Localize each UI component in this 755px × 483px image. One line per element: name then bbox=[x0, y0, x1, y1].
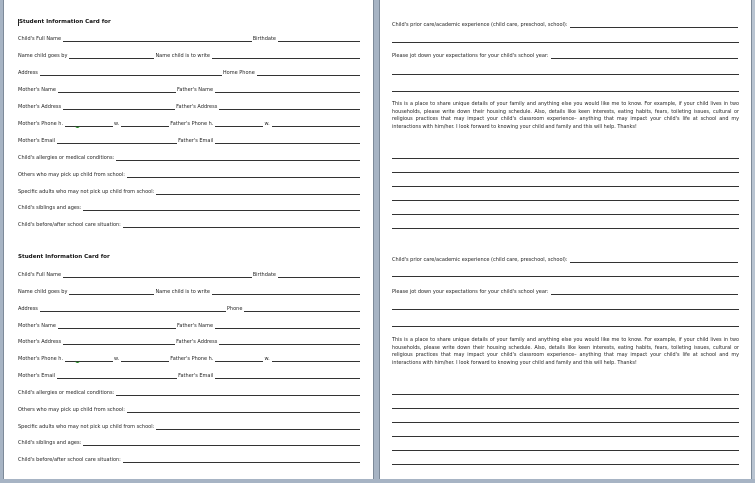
no-pickup-field[interactable] bbox=[156, 423, 360, 430]
mother-email-field[interactable] bbox=[57, 137, 177, 144]
prior-care-field[interactable] bbox=[570, 21, 738, 28]
row-parent-addresses: Mother's Address Father's Address bbox=[18, 336, 361, 345]
card-title: Student Information Card for bbox=[18, 254, 110, 260]
goes-by-field[interactable] bbox=[69, 52, 154, 59]
row-prior-care: Child's prior care/academic experience (child care, preschool, school): bbox=[392, 19, 739, 28]
care-field[interactable] bbox=[123, 456, 360, 463]
phone-field[interactable] bbox=[244, 305, 360, 312]
answer-line[interactable] bbox=[392, 464, 739, 465]
answer-line[interactable] bbox=[392, 200, 739, 201]
expectations-field[interactable] bbox=[551, 288, 738, 295]
to-write-field[interactable] bbox=[212, 52, 360, 59]
mother-home-phone-field[interactable] bbox=[65, 355, 113, 362]
row-parent-names: Mother's Name Father's Name bbox=[18, 84, 361, 93]
father-home-phone-field[interactable] bbox=[215, 355, 263, 362]
pickup-field[interactable] bbox=[127, 406, 360, 413]
answer-line[interactable] bbox=[392, 228, 739, 229]
answer-line[interactable] bbox=[392, 158, 739, 159]
row-allergies: Child's allergies or medical conditions: bbox=[18, 152, 361, 161]
no-pickup-field[interactable] bbox=[156, 188, 360, 195]
full-name-field[interactable] bbox=[63, 271, 252, 278]
card-title: Student Information Card for bbox=[19, 19, 111, 25]
answer-line[interactable] bbox=[392, 326, 739, 327]
answer-line[interactable] bbox=[392, 74, 739, 75]
spellcheck-mark bbox=[75, 360, 80, 363]
full-name-field[interactable] bbox=[63, 35, 252, 42]
answer-line[interactable] bbox=[392, 91, 739, 92]
mother-email-field[interactable] bbox=[57, 372, 177, 379]
row-parent-emails: Mother's Email Father's Email bbox=[18, 135, 361, 144]
row-siblings: Child's siblings and ages: bbox=[18, 202, 361, 211]
row-pickup: Others who may pick up child from school: bbox=[18, 404, 361, 413]
share-paragraph: This is a place to share unique details of your family and anything else you would like me to know. For example, if your child lives in two households, please write down their housing schedule. Also, details like keen interests, eating habits, fears, toileting issues, cultural or religious practices that may impact your child's classroom experience– anything that may impact your child's life at school and my interactions with him/her. I look forward to knowing your child and family and this will help. Thanks! bbox=[392, 101, 739, 130]
father-address-field[interactable] bbox=[219, 338, 360, 345]
window-bottom-edge bbox=[0, 479, 755, 483]
row-parent-addresses: Mother's Address Father's Address bbox=[18, 101, 361, 110]
mother-address-field[interactable] bbox=[63, 103, 175, 110]
mother-home-phone-field[interactable] bbox=[65, 120, 113, 127]
row-address: Address Home Phone bbox=[18, 67, 361, 76]
address-field[interactable] bbox=[40, 69, 222, 76]
row-care: Child's before/after school care situation: bbox=[18, 219, 361, 228]
row-siblings: Child's siblings and ages: bbox=[18, 437, 361, 446]
row-no-pickup: Specific adults who may not pick up child from school: bbox=[18, 421, 361, 430]
birthdate-field[interactable] bbox=[278, 271, 360, 278]
row-address: Address Phone bbox=[18, 303, 361, 312]
answer-line[interactable] bbox=[392, 450, 739, 451]
siblings-field[interactable] bbox=[83, 204, 360, 211]
allergies-field[interactable] bbox=[116, 389, 360, 396]
spellcheck-mark bbox=[75, 125, 80, 128]
expectations-field[interactable] bbox=[551, 52, 738, 59]
row-goes-by: Name child goes by Name child is to write bbox=[18, 50, 361, 59]
share-paragraph: This is a place to share unique details of your family and anything else you would like me to know. For example, if your child lives in two households, please write down their housing schedule. Also, details like keen interests, eating habits, fears, toileting issues, cultural or religious practices that may impact your child's classroom experience– anything that may impact your child's life at school and my interactions with him/her. I look forward to knowing your child and family and this will help. Thanks! bbox=[392, 337, 739, 366]
document-page-right bbox=[380, 0, 751, 479]
mother-address-field[interactable] bbox=[63, 338, 175, 345]
father-work-phone-field[interactable] bbox=[272, 120, 360, 127]
prior-care-field[interactable] bbox=[570, 256, 738, 263]
row-care: Child's before/after school care situation: bbox=[18, 454, 361, 463]
row-prior-care: Child's prior care/academic experience (child care, preschool, school): bbox=[392, 254, 739, 263]
row-no-pickup: Specific adults who may not pick up child from school: bbox=[18, 186, 361, 195]
goes-by-field[interactable] bbox=[69, 288, 154, 295]
row-full-name: Child's Full Name Birthdate bbox=[18, 269, 361, 278]
birthdate-field[interactable] bbox=[278, 35, 360, 42]
care-field[interactable] bbox=[123, 221, 360, 228]
allergies-field[interactable] bbox=[116, 154, 360, 161]
answer-line[interactable] bbox=[392, 214, 739, 215]
mother-work-phone-field[interactable] bbox=[121, 355, 169, 362]
window-scrollbar[interactable] bbox=[751, 0, 755, 483]
mother-name-field[interactable] bbox=[58, 86, 176, 93]
home-phone-field[interactable] bbox=[257, 69, 360, 76]
answer-line[interactable] bbox=[392, 394, 739, 395]
row-goes-by: Name child goes by Name child is to write bbox=[18, 286, 361, 295]
address-field[interactable] bbox=[40, 305, 226, 312]
row-expectations: Please jot down your expectations for your child's school year: bbox=[392, 286, 739, 295]
father-name-field[interactable] bbox=[215, 86, 360, 93]
row-pickup: Others who may pick up child from school: bbox=[18, 169, 361, 178]
document-page-left bbox=[4, 0, 373, 479]
row-full-name: Child's Full Name Birthdate bbox=[18, 33, 361, 42]
father-address-field[interactable] bbox=[219, 103, 360, 110]
row-parent-names: Mother's Name Father's Name bbox=[18, 320, 361, 329]
mother-work-phone-field[interactable] bbox=[121, 120, 169, 127]
answer-line[interactable] bbox=[392, 422, 739, 423]
to-write-field[interactable] bbox=[212, 288, 360, 295]
answer-line[interactable] bbox=[392, 186, 739, 187]
father-home-phone-field[interactable] bbox=[215, 120, 263, 127]
answer-line[interactable] bbox=[392, 436, 739, 437]
row-parent-emails: Mother's Email Father's Email bbox=[18, 370, 361, 379]
row-parent-phones: Mother's Phone h. w. Father's Phone h. w. bbox=[18, 353, 361, 362]
answer-line[interactable] bbox=[392, 42, 739, 43]
siblings-field[interactable] bbox=[83, 439, 360, 446]
mother-name-field[interactable] bbox=[58, 322, 176, 329]
answer-line[interactable] bbox=[392, 309, 739, 310]
answer-line[interactable] bbox=[392, 408, 739, 409]
row-allergies: Child's allergies or medical conditions: bbox=[18, 387, 361, 396]
answer-line[interactable] bbox=[392, 172, 739, 173]
row-parent-phones: Mother's Phone h. w. Father's Phone h. w. bbox=[18, 118, 361, 127]
father-email-field[interactable] bbox=[215, 137, 360, 144]
father-name-field[interactable] bbox=[215, 322, 360, 329]
father-work-phone-field[interactable] bbox=[272, 355, 360, 362]
father-email-field[interactable] bbox=[215, 372, 360, 379]
row-expectations: Please jot down your expectations for your child's school year: bbox=[392, 50, 739, 59]
pickup-field[interactable] bbox=[127, 171, 360, 178]
answer-line[interactable] bbox=[392, 276, 739, 277]
